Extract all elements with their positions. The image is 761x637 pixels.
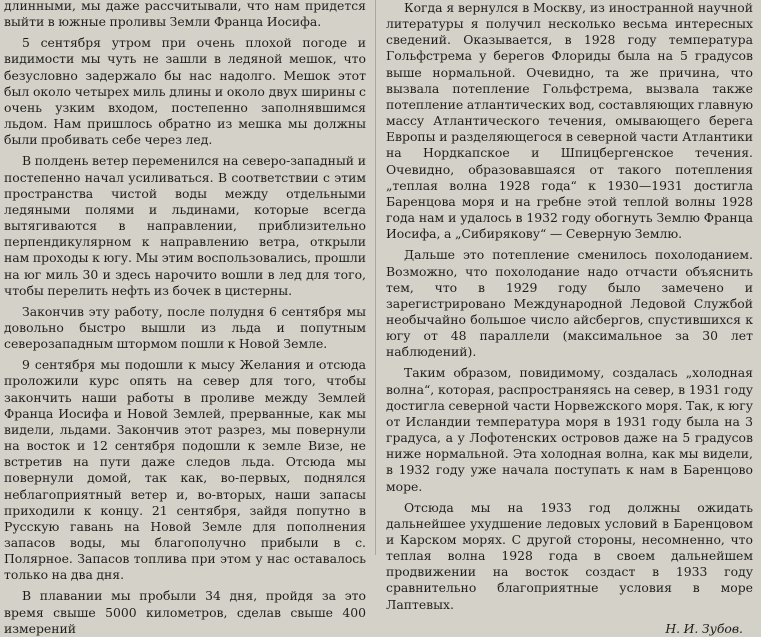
- author-signature: Н. И. Зубов.: [665, 620, 743, 636]
- left-paragraph-1: длинными, мы даже рассчитывали, что нам придется выйти в южные проливы Земли Франца Иосифа.: [4, 0, 366, 30]
- left-paragraph-3: В полдень ветер переменился на северо-западный и постепенно начал усиливаться. В соответствии с этим пространства чистой воды между отдельными ледяными полями и льдинами, которые всегда вытягиваются в направлении, приблизительно перпендикулярном к направлению ветра, открыли нам проходы к югу. Мы этим воспользовались, прошли на юг миль 30 и здесь нарочито вошли в лед для того, чтобы перелить нефть из бочек в цистерны.: [4, 153, 366, 298]
- left-column: [4, 0, 366, 637]
- right-paragraph-3: Таким образом, повидимому, создалась „холодная волна“, которая, распространяясь на север, в 1931 году достигла северной части Норвежского моря. Так, к югу от Исландии температура моря в 1931 году была на 3 градуса, а у Лофотенских островов даже на 5 градусов ниже нормальной. Эта холодная волна, как мы видели, в 1932 году уже начала поступать к нам в Баренцово море.: [386, 365, 753, 494]
- left-paragraph-5: 9 сентября мы подошли к мысу Желания и отсюда проложили курс опять на север для того, чтобы закончить наши работы в проливе между Землей Франца Иосифа и Новой Землей, прерванные, как мы видели, льдами. Закончив этот разрез, мы повернули на восток и 12 сентября подошли к земле Визе, не встретив на пути даже следов льда. Отсюда мы повернули домой, так как, во-первых, поднялся неблагоприятный ветер и, во-вторых, наши запасы приходили к концу. 21 сентября, зайдя попутно в Русскую гавань на Новой Земле для пополнения запасов воды, мы благополучно прибыли в с. Полярное. Запасов топлива при этом у нас оставалось только на два дня.: [4, 357, 366, 583]
- column-divider: [375, 0, 376, 555]
- right-paragraph-1: Когда я вернулся в Москву, из иностранной научной литературы я получил несколько весьма интересных сведений. Оказывается, в 1928 году температура Гольфстрема у берегов Флориды была на 5 градусов выше нормальной. Очевидно, та же причина, что вызвала потепление Гольфстрема, вызвала также потепление атлантических вод, составляющих главную массу Атлантического течения, омывающего берега Европы и разделяющегося в северной части Атлантики на Нордкапское и Шпицбергенское течения. Очевидно, образовавшаяся от такого потепления „теплая волна 1928 года“ к 1930—1931 достигла Баренцова моря и на гребне этой теплой волны 1928 года нам и удалось в 1932 году обогнуть Землю Франца Иосифа, а „Сибирякову“ — Северную Землю.: [386, 0, 753, 242]
- right-column: [386, 0, 753, 637]
- left-paragraph-4: Закончив эту работу, после полудня 6 сентября мы довольно быстро вышли из льда и попутным северозападным штормом пошли к Новой Земле.: [4, 303, 366, 352]
- right-paragraph-2: Дальше это потепление сменилось похолоданием. Возможно, что похолодание надо отчасти объяснить тем, что в 1929 году было замечено и зарегистрировано Международной Ледовой Службой необычайно большое число айсбергов, спустившихся к югу от 48 параллели (максимальное за 30 лет наблюдений).: [386, 247, 753, 360]
- left-paragraph-2: 5 сентября утром при очень плохой погоде и видимости мы чуть не зашли в ледяной мешок, что безусловно задержало бы нас надолго. Мешок этот был около четырех миль длины и около двух ширины с очень узким входом, постепенно заполнявшимся льдом. Нам пришлось обратно из мешка мы должны были пробивать себе через лед.: [4, 35, 366, 148]
- left-paragraph-6: В плавании мы пробыли 34 дня, пройдя за это время свыше 5000 километров, сделав свыше 400 измерений: [4, 588, 366, 636]
- right-paragraph-4: Отсюда мы на 1933 год должны ожидать дальнейшее ухудшение ледовых условий в Баренцовом и Карском морях. С другой стороны, несомненно, что теплая волна 1928 года в своем дальнейшем продвижении на восток создаст в 1933 году сравнительно благоприятные условия в море Лаптевых.: [386, 499, 753, 612]
